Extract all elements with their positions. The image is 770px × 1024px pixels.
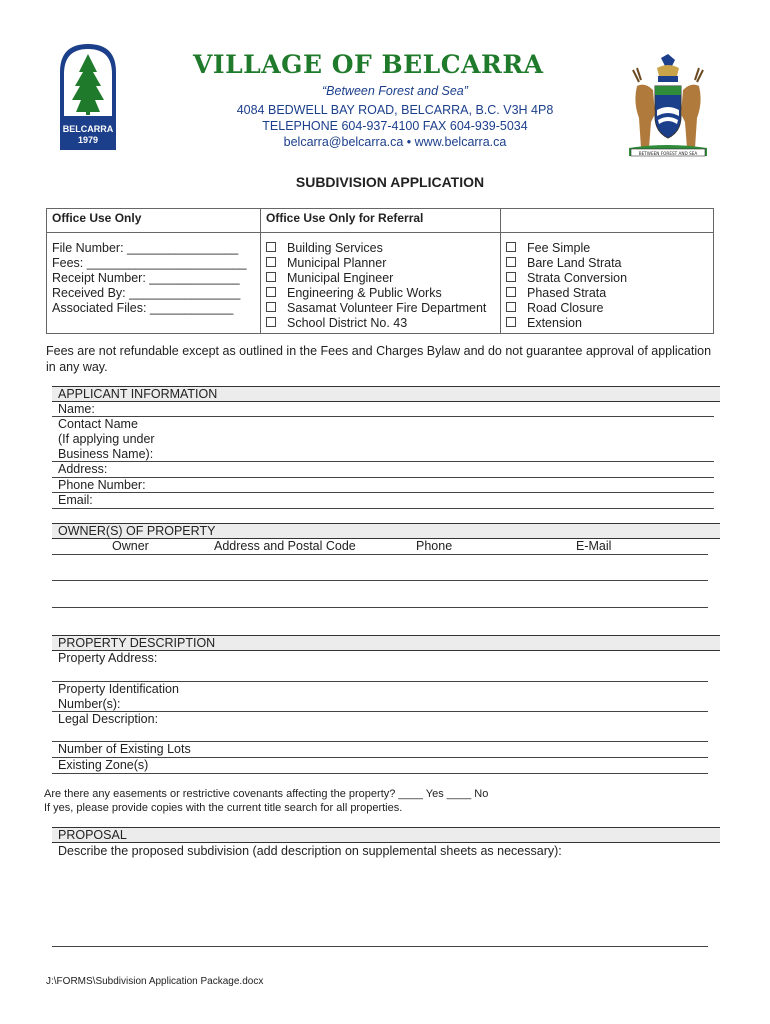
contact-name-label: Contact Name xyxy=(58,417,138,431)
property-section-heading: PROPERTY DESCRIPTION xyxy=(52,635,720,651)
phone-label: Phone Number: xyxy=(58,478,146,492)
checkbox[interactable] xyxy=(506,287,516,297)
property-address-label: Property Address: xyxy=(58,651,158,665)
email-web-line: belcarra@belcarra.ca • www.belcarra.ca xyxy=(283,135,507,149)
phone-fax-line: TELEPHONE 604-937-4100 FAX 604-939-5034 xyxy=(262,119,528,133)
referral-item[interactable]: Municipal Engineer xyxy=(266,271,495,286)
type-header xyxy=(501,209,714,233)
phone-column: Phone xyxy=(416,539,453,553)
receipt-number-field[interactable]: Receipt Number: _____________ xyxy=(52,271,240,285)
phone-line[interactable] xyxy=(52,492,714,493)
checkbox[interactable] xyxy=(266,242,276,252)
type-item[interactable]: Phased Strata xyxy=(506,286,708,301)
referral-item[interactable]: School District No. 43 xyxy=(266,316,495,331)
email-line[interactable] xyxy=(52,508,714,509)
checkbox[interactable] xyxy=(506,272,516,282)
proposal-section-heading: PROPOSAL xyxy=(52,827,720,843)
fees-field[interactable]: Fees: _______________________ xyxy=(52,256,247,270)
office-use-table xyxy=(46,208,714,334)
checkbox[interactable] xyxy=(266,302,276,312)
checkbox[interactable] xyxy=(266,272,276,282)
owner-column: Owner xyxy=(112,539,149,553)
org-name: VILLAGE OF BELCARRA xyxy=(193,50,544,79)
existing-zones-label: Existing Zone(s) xyxy=(58,758,149,772)
pid-label: Property Identification xyxy=(58,682,179,696)
pid-label-2: Number(s): xyxy=(58,697,121,711)
email-column: E-Mail xyxy=(576,539,612,553)
file-path-footer: J:\FORMS\Subdivision Application Package.docx xyxy=(46,976,264,987)
type-item[interactable]: Fee Simple xyxy=(506,241,708,256)
existing-zones-line[interactable] xyxy=(52,773,708,774)
checkbox[interactable] xyxy=(506,302,516,312)
referral-header: Office Use Only for Referral xyxy=(261,209,501,233)
checkbox[interactable] xyxy=(266,317,276,327)
applicant-section-heading: APPLICANT INFORMATION xyxy=(52,386,720,402)
address-line[interactable] xyxy=(52,477,714,478)
name-label: Name: xyxy=(58,402,95,416)
logo-text: BELCARRA 1979 xyxy=(62,124,114,145)
address-column: Address and Postal Code xyxy=(214,539,356,553)
legal-description-label: Legal Description: xyxy=(58,712,159,726)
address-label: Address: xyxy=(58,462,108,476)
tagline: “Between Forest and Sea” xyxy=(322,84,468,98)
received-by-field[interactable]: Received By: ________________ xyxy=(52,286,241,300)
proposal-line[interactable] xyxy=(52,946,708,947)
type-item[interactable]: Bare Land Strata xyxy=(506,256,708,271)
associated-files-field[interactable]: Associated Files: ____________ xyxy=(52,301,234,315)
checkbox[interactable] xyxy=(266,287,276,297)
owner-row-line[interactable] xyxy=(52,607,708,608)
existing-lots-label: Number of Existing Lots xyxy=(58,742,191,756)
svg-text:BETWEEN FOREST AND SEA: BETWEEN FOREST AND SEA xyxy=(638,151,698,156)
name-line[interactable] xyxy=(52,416,714,417)
coat-of-arms-icon xyxy=(627,52,709,160)
checkbox[interactable] xyxy=(506,317,516,327)
referral-item[interactable]: Sasamat Volunteer Fire Department xyxy=(266,301,495,316)
covenants-note: If yes, please provide copies with the current title search for all properties. xyxy=(44,802,403,814)
referral-item[interactable]: Municipal Planner xyxy=(266,256,495,271)
contact-line[interactable] xyxy=(52,461,714,462)
type-item[interactable]: Road Closure xyxy=(506,301,708,316)
office-use-header: Office Use Only xyxy=(47,209,261,233)
type-item[interactable]: Strata Conversion xyxy=(506,271,708,286)
contact-name-label-3: Business Name): xyxy=(58,447,154,461)
covenants-question: Are there any easements or restrictive covenants affecting the property? ____ Yes ____ No xyxy=(44,788,489,800)
checkbox[interactable] xyxy=(506,242,516,252)
owner-row-line[interactable] xyxy=(52,580,708,581)
proposal-instructions: Describe the proposed subdivision (add description on supplemental sheets as necessary): xyxy=(58,844,562,858)
contact-name-label-2: (If applying under xyxy=(58,432,155,446)
owners-section-heading: OWNER(S) OF PROPERTY xyxy=(52,523,720,539)
checkbox[interactable] xyxy=(506,257,516,267)
page-title: SUBDIVISION APPLICATION xyxy=(295,174,485,190)
owners-header-line xyxy=(52,554,708,555)
referral-item[interactable]: Building Services xyxy=(266,241,495,256)
referral-item[interactable]: Engineering & Public Works xyxy=(266,286,495,301)
address-line: 4084 BEDWELL BAY ROAD, BELCARRA, B.C. V3H 4P8 xyxy=(236,103,554,117)
email-label: Email: xyxy=(58,493,93,507)
existing-lots-line[interactable] xyxy=(52,757,708,758)
file-number-field[interactable]: File Number: ________________ xyxy=(52,241,239,255)
type-item[interactable]: Extension xyxy=(506,316,708,331)
fees-note: Fees are not refundable except as outlined in the Fees and Charges Bylaw and do not guarantee approval of application in any way. xyxy=(46,344,712,374)
checkbox[interactable] xyxy=(266,257,276,267)
